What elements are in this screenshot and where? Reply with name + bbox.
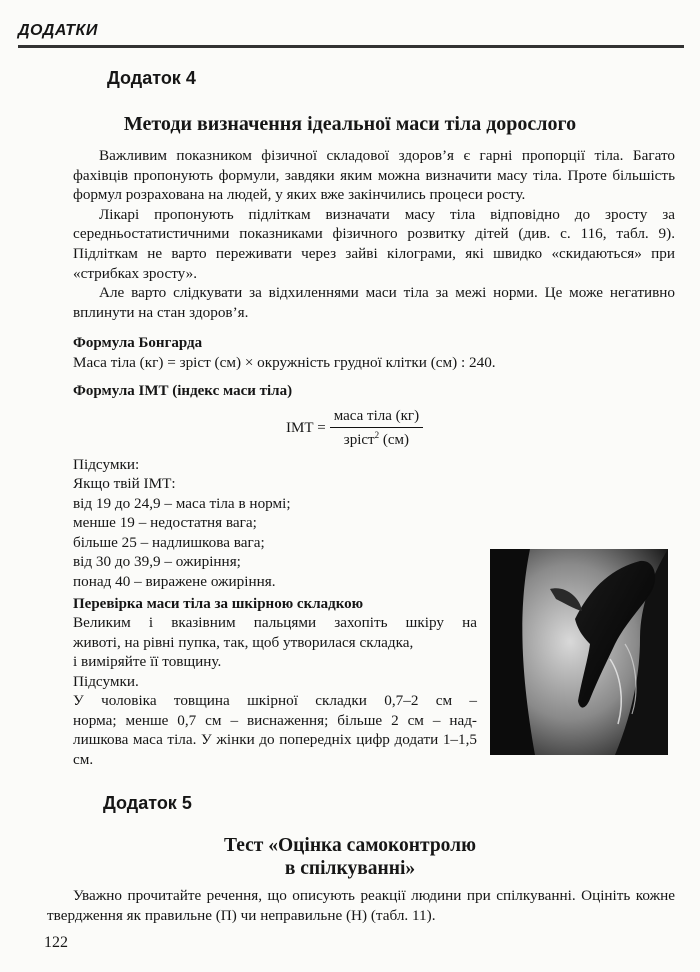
header-rule <box>18 45 684 48</box>
imt-denominator: зріст$^2$ (см) <box>343 430 409 448</box>
imt-result-overweight: більше 25 – надлишкова вага; <box>73 534 265 551</box>
imt-result-underweight: менше 19 – недостатня вага; <box>73 514 257 531</box>
bongard-heading: Формула Бонгарда <box>73 335 203 351</box>
imt-numerator: маса тіла (кг) <box>330 408 423 428</box>
imt-results-label: Підсумки: <box>73 456 140 473</box>
skinfold-summary-label: Підсумки. <box>73 673 139 690</box>
running-header: ДОДАТКИ <box>18 22 98 39</box>
intro-paragraph-1: Важливим показником фізичної складової здоров’я є гарні пропорції тіла. Багато фахівців пропонують формули, завдяки яким можна визначити масу тіла. Проте більшість формул розрахована на людей, у яких вже закінчились процеси росту. <box>73 147 675 204</box>
imt-formula-lhs: ІМТ = <box>286 420 326 436</box>
imt-fraction <box>330 408 423 449</box>
intro-paragraph-2: Лікарі пропонують підліткам визначати масу тіла відповідно до зросту за середньостатистичними показниками фізичного розвитку дітей (див. с. 116, табл. 9). Підліткам не варто переживати через зайві кілограми, які швидко «скидаються» при «стрибках зросту». <box>73 205 675 282</box>
appendix-4-heading: Додаток 4 <box>107 68 196 88</box>
skinfold-heading: Перевірка маси тіла за шкірною складкою <box>73 596 364 612</box>
skinfold-text-line-3: і виміряйте її товщину. <box>73 653 222 670</box>
imt-formula <box>286 408 423 449</box>
skinfold-text-line-2: животі, на рівні пупка, так, щоб утворилася складка, <box>73 634 414 651</box>
intro-paragraph-3: Але варто слідкувати за відхиленнями маси тіла за межі норми. Це може негативно вплинути на стан здоров’я. <box>73 284 675 321</box>
skinfold-result-line-2: норма; менше 0,7 см – виснаження; більше 2 см – над- <box>73 712 477 729</box>
skinfold-measurement-photo <box>490 549 668 755</box>
imt-result-obesity: від 30 до 39,9 – ожиріння; <box>73 553 241 570</box>
appendix-5-title-line-1: Тест «Оцінка самоконтролю <box>223 835 476 856</box>
appendix-5-heading: Додаток 5 <box>103 793 192 813</box>
imt-results-intro: Якщо твій ІМТ: <box>73 475 176 492</box>
appendix-4-title: Методи визначення ідеальної маси тіла дорослого <box>123 113 577 135</box>
skinfold-result-line-3: лишкова маса тіла. У жінки до попередніх цифр додати 1–1,5 см. <box>73 731 477 768</box>
page-number: 122 <box>44 934 68 951</box>
bongard-formula: Маса тіла (кг) = зріст (см) × окружність грудної клітки (см) : 240. <box>73 354 496 371</box>
skinfold-text-line-1: Великим і вказівним пальцями захопіть шкіру на <box>73 614 477 631</box>
imt-result-severe-obesity: понад 40 – виражене ожиріння. <box>73 573 276 590</box>
imt-heading: Формула ІМТ (індекс маси тіла) <box>73 383 293 399</box>
appendix-5-title-line-2: в спілкуванні» <box>284 858 416 879</box>
appendix-5-intro: Уважно прочитайте речення, що описують реакції людини при спілкуванні. Оцініть кожне твердження як правильне (П) чи неправильне (Н) (табл. 11). <box>47 887 675 924</box>
skinfold-result-line-1: У чоловіка товщина шкірної складки 0,7–2 см – <box>73 692 477 709</box>
imt-result-normal: від 19 до 24,9 – маса тіла в нормі; <box>73 495 291 512</box>
intro-text <box>73 146 675 322</box>
